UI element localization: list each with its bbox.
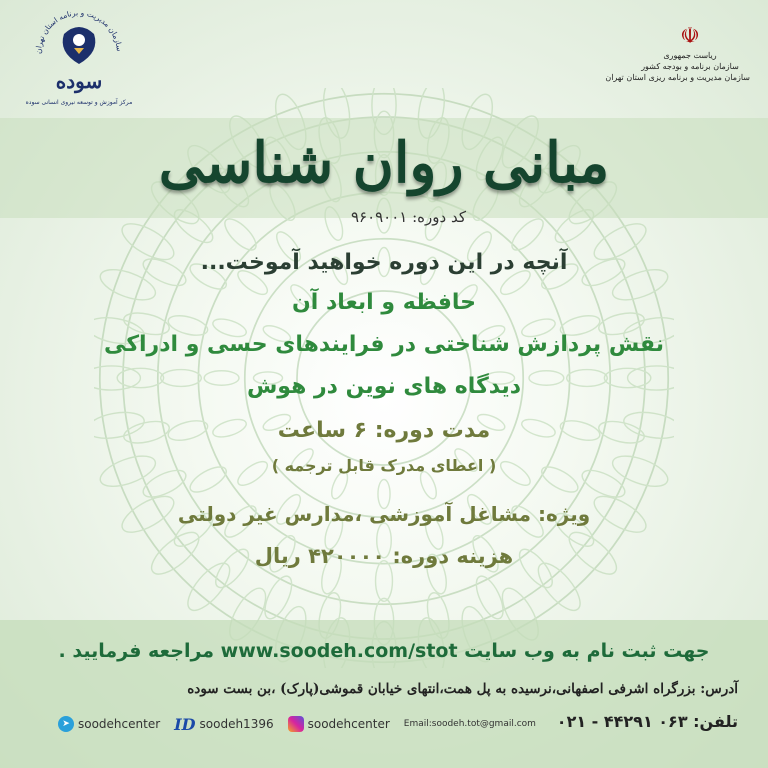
gov-line-3: سازمان مدیریت و برنامه ریزی استان تهران (605, 73, 750, 82)
telegram-handle[interactable]: soodehcenter (78, 717, 161, 731)
id-icon: ID (174, 714, 196, 734)
instagram-handle[interactable]: soodehcenter (307, 717, 390, 731)
logo-subtitle: مرکز آموزش و توسعه نیروی انسانی سوده (25, 99, 133, 106)
target-audience: ویژه: مشاغل آموزشی ،مدارس غیر دولتی (177, 502, 591, 526)
registration-text: جهت ثبت نام به وب سایت www.soodeh.com/stot مراجعه فرمایید . (58, 640, 710, 662)
iran-emblem-icon: ☫ (680, 24, 700, 49)
government-logo (605, 24, 750, 104)
mandala-petal (220, 214, 261, 255)
course-code: کد دوره: ۹۶۰۹۰۰۱ (350, 208, 466, 226)
topic-intelligence: دیدگاه های نوین در هوش (246, 374, 522, 399)
logo-arc-text: سازمان مدیریت و برنامه استان تهران (33, 8, 125, 55)
instagram-icon (288, 716, 304, 732)
logo-brand: سوده (55, 69, 103, 93)
topic-memory: حافظه و ابعاد آن (291, 290, 477, 315)
soodeh-logo (24, 4, 134, 114)
social-links (58, 714, 536, 734)
gov-line-1: ریاست جمهوری (663, 51, 717, 60)
intro-line: آنچه در این دوره خواهید آموخت... (200, 250, 568, 275)
topic-cognitive-processing: نقش پردازش شناختی در فرایندهای حسی و ادراکی (103, 332, 665, 357)
address-text: آدرس: بزرگراه اشرفی اصفهانی،نرسیده به پل همت،انتهای خیابان قموشی(پارک) ،بن بست سوده (187, 681, 738, 697)
gov-line-2: سازمان برنامه و بودجه کشور (641, 62, 739, 71)
telegram-icon: ➤ (58, 716, 74, 732)
phone-text: تلفن: ۰۶۳ ۴۴۲۹۱ - ۰۲۱ (556, 712, 738, 731)
id-handle[interactable]: soodeh1396 (199, 717, 274, 731)
email-address[interactable]: Email:soodeh.tot@gmail.com (403, 719, 536, 729)
course-fee: هزینه دوره: ۴۲۰۰۰۰ ریال (254, 544, 514, 568)
certificate-note: ( اعطای مدرک قابل ترجمه ) (271, 456, 497, 475)
course-duration: مدت دوره: ۶ ساعت (277, 418, 491, 443)
course-title: مبانی روان شناسی (158, 130, 610, 196)
mandala-petal (507, 214, 548, 255)
